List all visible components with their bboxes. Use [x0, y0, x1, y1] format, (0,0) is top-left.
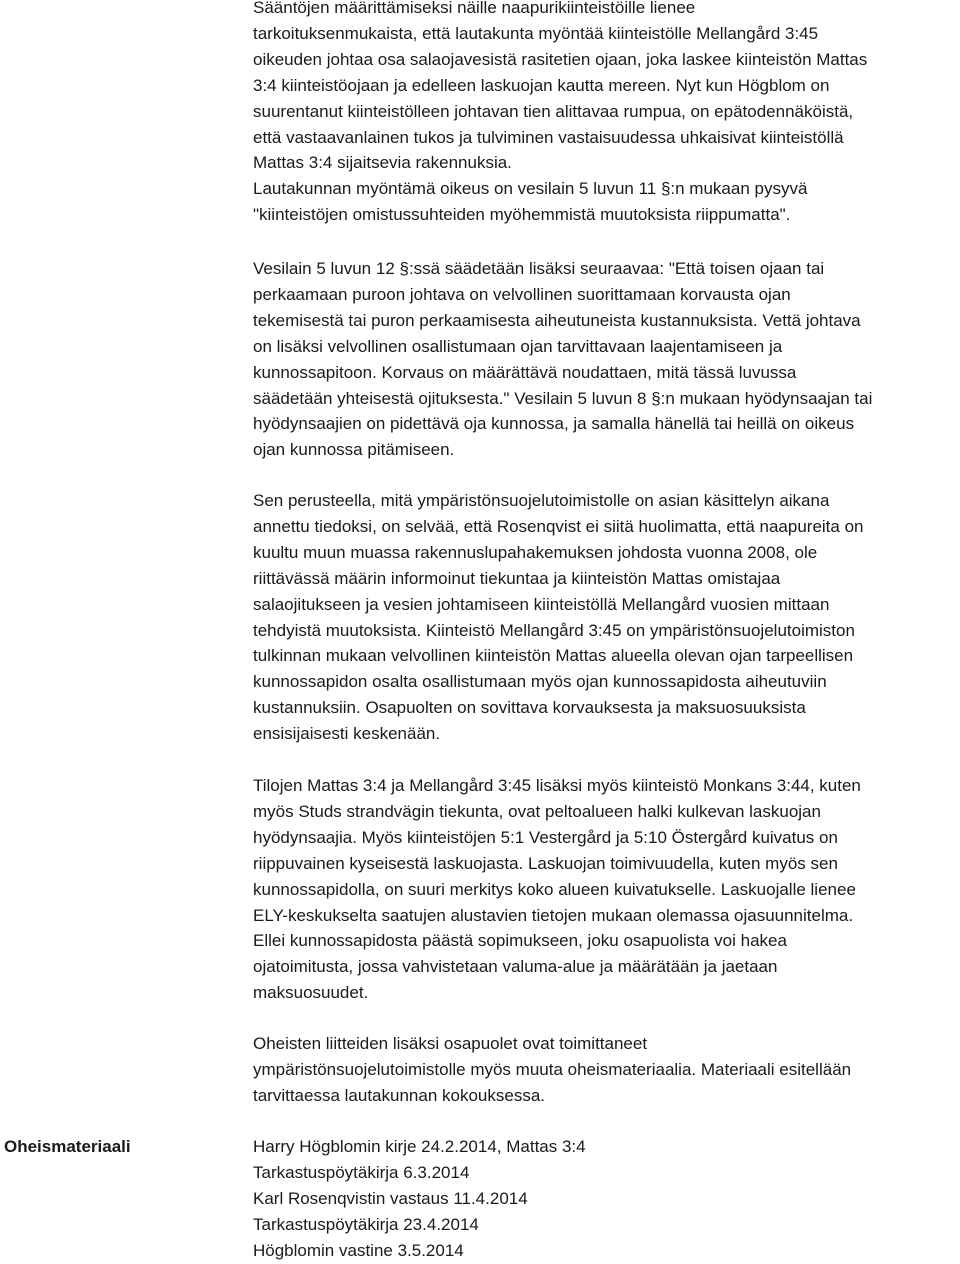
attachment-item: Tarkastuspöytäkirja 23.4.2014 [253, 1214, 479, 1234]
attachment-item: Tarkastuspöytäkirja 6.3.2014 [253, 1162, 470, 1182]
attachment-item: Högblomin vastine 3.5.2014 [253, 1240, 464, 1260]
paragraph-5: Oheisten liitteiden lisäksi osapuolet ovat toimittaneet ympäristönsuojelutoimistolle myös muuta oheismateriaalia. Materiaali esitellään tarvittaessa lautakunnan kokouksessa. [253, 1034, 852, 1105]
paragraph-3: Sen perusteella, mitä ympäristönsuojelutoimistolle on asian käsittelyn aikana annettu tiedoksi, on selvää, että Rosenqvist ei siitä huolimatta, että naapureita on kuultu muun muassa rakennuslupahakemuksen johdosta vuonna 2008, ole riittävässä määrin informoinut tiekuntaa ja kiinteistön Mattas omistajaa salaojitukseen ja vesien johtamiseen kiinteistöllä Mellangård vuosien mittaan tehdyistä muutoksista. Kiinteistö Mellangård 3:45 on ympäristönsuojelutoimiston tulkinnan mukaan velvollinen kiinteistön Mattas alueella olevan ojan tarpeellisen kunnossapidon osalta osallistumaan myös ojan kunnossapidosta aiheutuviin kustannuksiin. Osapuolten on sovittava korvauksesta ja maksuosuuksista ensisijaisesti keskenään. [253, 491, 864, 744]
attachments-label: Oheismateriaali [4, 1137, 131, 1156]
attachments-list [253, 1134, 586, 1264]
paragraph-4: Tilojen Mattas 3:4 ja Mellangård 3:45 lisäksi myös kiinteistö Monkans 3:44, kuten myös Studs strandvägin tiekunta, ovat peltoalueen halki kulkevan laskuojan hyödynsaajia. Myös kiinteistöjen 5:1 Vestergård ja 5:10 Östergård kuivatus on riippuvainen kyseisestä laskuojasta. Laskuojan toimivuudella, kuten myös sen kunnossapidolla, on suuri merkitys koko alueen kuivatukselle. Laskuojalle lienee ELY-keskukselta saatujen alustavien tietojen mukaan olemassa ojasuunnitelma. Ellei kunnossapidosta päästä sopimukseen, joku osapuolista voi hakea ojatoimitusta, jossa vahvistetaan valuma-alue ja määrätään ja jaetaan maksuosuudet. [253, 776, 861, 1003]
attachment-item: Harry Högblomin kirje 24.2.2014, Mattas 3:4 [253, 1137, 586, 1156]
paragraph-1: Sääntöjen määrittämiseksi näille naapurikiinteistöille lienee tarkoituksenmukaista, että lautakunta myöntää kiinteistölle Mellangård 3:45 oikeuden johtaa osa salaojavesistä rasitetien ojaan, joka laskee kiinteistön Mattas 3:4 kiinteistöojaan ja edelleen laskuojan kautta mereen. Nyt kun Högblom on suurentanut kiinteistölleen johtavan tien alittavaa rumpua, on epätodennäköistä, että vastaavanlainen tukos ja tulviminen vastaisuudessa uhkaisivat kiinteistöllä Mattas 3:4 sijaitsevia rakennuksia. Lautakunnan myöntämä oikeus on vesilain 5 luvun 11 §:n mukaan pysyvä "kiinteistöjen omistussuhteiden myöhemmistä muutoksista riippumatta". [253, 0, 868, 225]
attachment-item: Karl Rosenqvistin vastaus 11.4.2014 [253, 1188, 528, 1208]
paragraph-2: Vesilain 5 luvun 12 §:ssä säädetään lisäksi seuraavaa: "Että toisen ojaan tai perkaamaan puroon johtava on velvollinen suorittamaan korvausta ojan tekemisestä tai puron perkaamisesta aiheutuneista kustannuksista. Vettä johtava on lisäksi velvollinen osallistumaan ojan tarvittavaan laajentamiseen ja kunnossapitoon. Korvaus on määrättävä noudattaen, mitä tässä luvussa säädetään yhteisestä ojituksesta." Vesilain 5 luvun 8 §:n mukaan hyödynsaajan tai hyödynsaajien on pidettävä oja kunnossa, ja samalla hänellä tai heillä on oikeus ojan kunnossa pitämiseen. [253, 259, 873, 460]
